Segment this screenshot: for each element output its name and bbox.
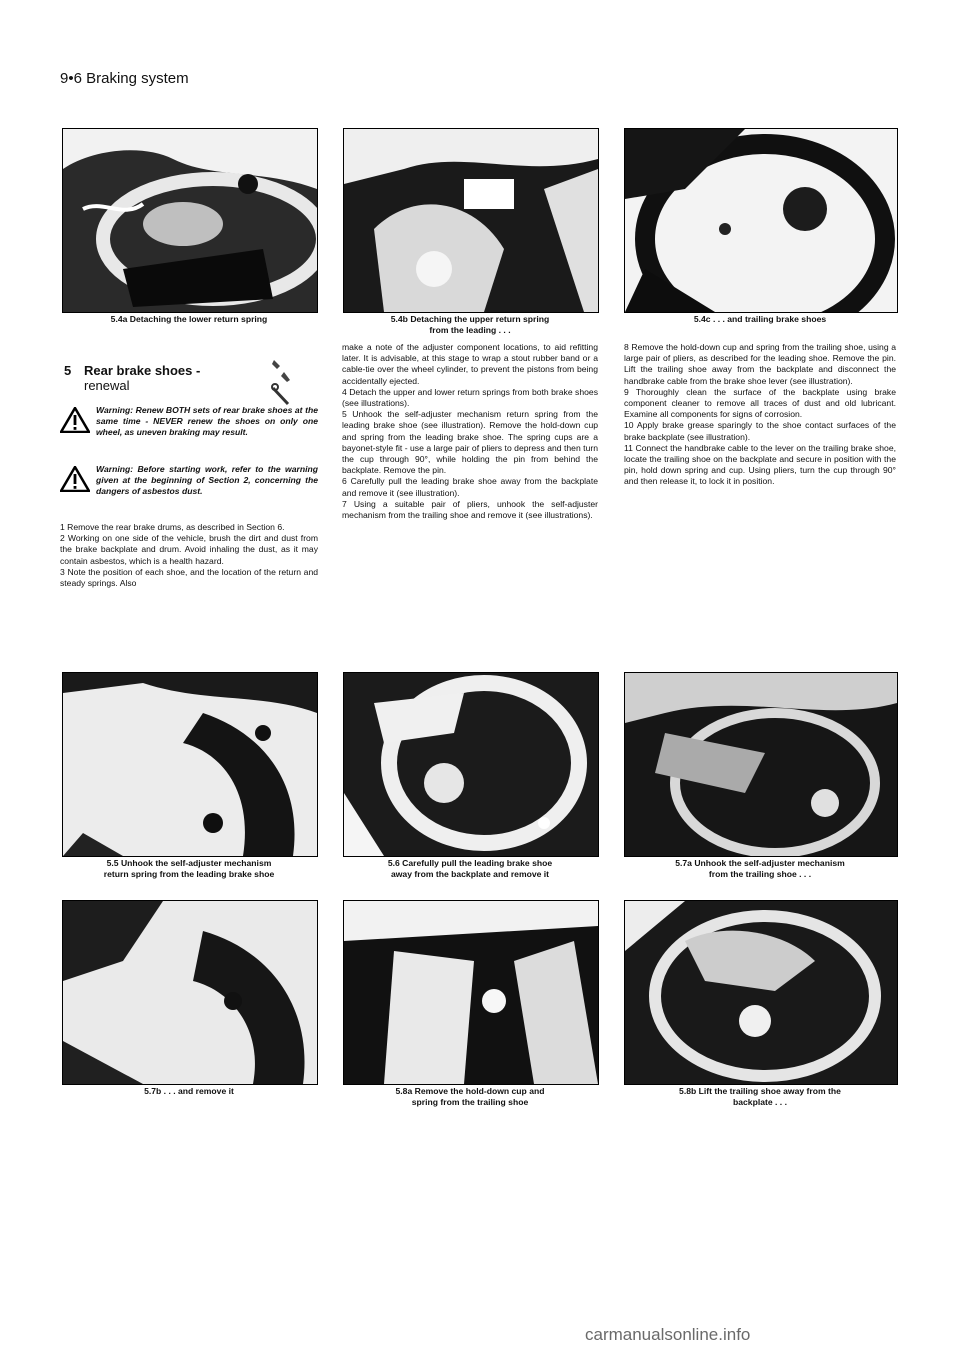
photo-5-4c: [624, 128, 898, 313]
photo-5-8a: [343, 900, 599, 1085]
caption-5-4b: [343, 314, 597, 336]
photo-5-6: [343, 672, 599, 857]
caption-5-4b-line1: 5.4b Detaching the upper return spring: [390, 314, 550, 324]
step-9: 9 Thoroughly clean the surface of the backplate using brake component cleaner to remove all traces of dust and old lubricant. Examine all components for signs of corrosion.: [624, 386, 896, 420]
footer-watermark: carmanualsonline.info: [585, 1325, 751, 1344]
text-column-3: [624, 342, 896, 488]
step-5: 5 Unhook the self-adjuster mechanism return spring from the leading brake shoe (see illustration). Remove the hold-down cup and spring from the leading brake shoe. The spring cups are a bayonet-style fit - use a large pair of pliers to depress and then turn the cup through 90°, while holding the pin from behind the backplate. Remove the pin.: [342, 409, 598, 476]
caption-5-8b-line2: backplate . . .: [733, 1097, 787, 1107]
warning-text-2: Warning: Before starting work, refer to the warning given at the beginning of Section 2, concerning the dangers of asbestos dust.: [96, 464, 318, 497]
caption-5-6-line1: 5.6 Carefully pull the leading brake shoe: [387, 858, 553, 868]
step-3: 3 Note the position of each shoe, and the location of the return and steady springs. Also: [60, 566, 318, 589]
caption-5-7a-line1: 5.7a Unhook the self-adjuster mechanism: [675, 858, 845, 868]
photo-5-7b: [62, 900, 318, 1085]
caption-5-8a-line2: spring from the trailing shoe: [411, 1097, 529, 1107]
photo-5-8b: [624, 900, 898, 1085]
step-8: 8 Remove the hold-down cup and spring from the trailing shoe, using a large pair of pliers, as described for the leading shoe. Remove the pin. Lift the trailing shoe away from the backplate and disconnect the handbrake cable from the brake shoe lever (see illustration).: [624, 342, 896, 386]
photo-5-4b: [343, 128, 599, 313]
warning-asbestos: [60, 464, 318, 498]
section-title: Rear brake shoes -: [84, 363, 201, 378]
caption-5-8b-line1: 5.8b Lift the trailing shoe away from the: [679, 1086, 841, 1096]
warning-triangle-icon: [60, 407, 90, 433]
difficulty-spanner-icon: [270, 358, 292, 408]
caption-5-7a: [624, 858, 896, 880]
section-subtitle: renewal: [84, 378, 130, 393]
caption-5-4a: 5.4a Detaching the lower return spring: [110, 314, 268, 324]
caption-5-4b-line2: from the leading . . .: [429, 325, 511, 335]
caption-5-7b: 5.7b . . . and remove it: [144, 1086, 234, 1096]
caption-5-8a-line1: 5.8a Remove the hold-down cup and: [395, 1086, 545, 1096]
warning-text-1: Warning: Renew BOTH sets of rear brake shoes at the same time - NEVER renew the shoes on only one wheel, as uneven braking may result.: [96, 405, 318, 438]
text-column-1: [60, 522, 318, 589]
step-4: 4 Detach the upper and lower return springs from both brake shoes (see illustrations).: [342, 386, 598, 409]
caption-5-4c: 5.4c . . . and trailing brake shoes: [693, 314, 827, 324]
caption-5-5-line2: return spring from the leading brake shoe: [103, 869, 275, 879]
text-column-2: [342, 342, 598, 521]
step-3-continued: make a note of the adjuster component locations, to aid refitting later. It is advisable, at this stage to wrap a stout rubber band or a cable-tie over the wheel cylinder, to prevent the pistons from being accidentally ejected.: [342, 342, 598, 386]
step-1: 1 Remove the rear brake drums, as described in Section 6.: [60, 522, 285, 532]
photo-5-5: [62, 672, 318, 857]
warning-triangle-icon: [60, 466, 90, 492]
warning-renew-both: [60, 405, 318, 439]
caption-5-6: [343, 858, 597, 880]
page-title: 9•6 Braking system: [60, 70, 189, 87]
step-2: 2 Working on one side of the vehicle, brush the dirt and dust from the brake backplate and drum. Avoid inhaling the dust, as it may contain asbestos, which is a health hazard.: [60, 533, 318, 566]
caption-5-6-line2: away from the backplate and remove it: [390, 869, 550, 879]
caption-5-7a-line2: from the trailing shoe . . .: [708, 869, 812, 879]
caption-5-8b: [624, 1086, 896, 1108]
caption-5-5-line1: 5.5 Unhook the self-adjuster mechanism: [106, 858, 272, 868]
caption-5-5: [62, 858, 316, 880]
step-11: 11 Connect the handbrake cable to the lever on the trailing brake shoe, locate the trailing shoe on the backplate and secure in position with the pin, hold down spring and cup. Using pliers, turn the cup through 90° and then release it, to lock it in position.: [624, 442, 896, 487]
section-number: 5: [64, 363, 72, 378]
photo-5-7a: [624, 672, 898, 857]
photo-5-4a: [62, 128, 318, 313]
caption-5-8a: [343, 1086, 597, 1108]
step-7: 7 Using a suitable pair of pliers, unhook the self-adjuster mechanism from the trailing shoe and remove it (see illustrations).: [342, 498, 598, 521]
step-10: 10 Apply brake grease sparingly to the shoe contact surfaces of the brake backplate (see illustration).: [624, 420, 896, 442]
step-6: 6 Carefully pull the leading brake shoe away from the backplate and remove it (see illustration).: [342, 476, 598, 498]
